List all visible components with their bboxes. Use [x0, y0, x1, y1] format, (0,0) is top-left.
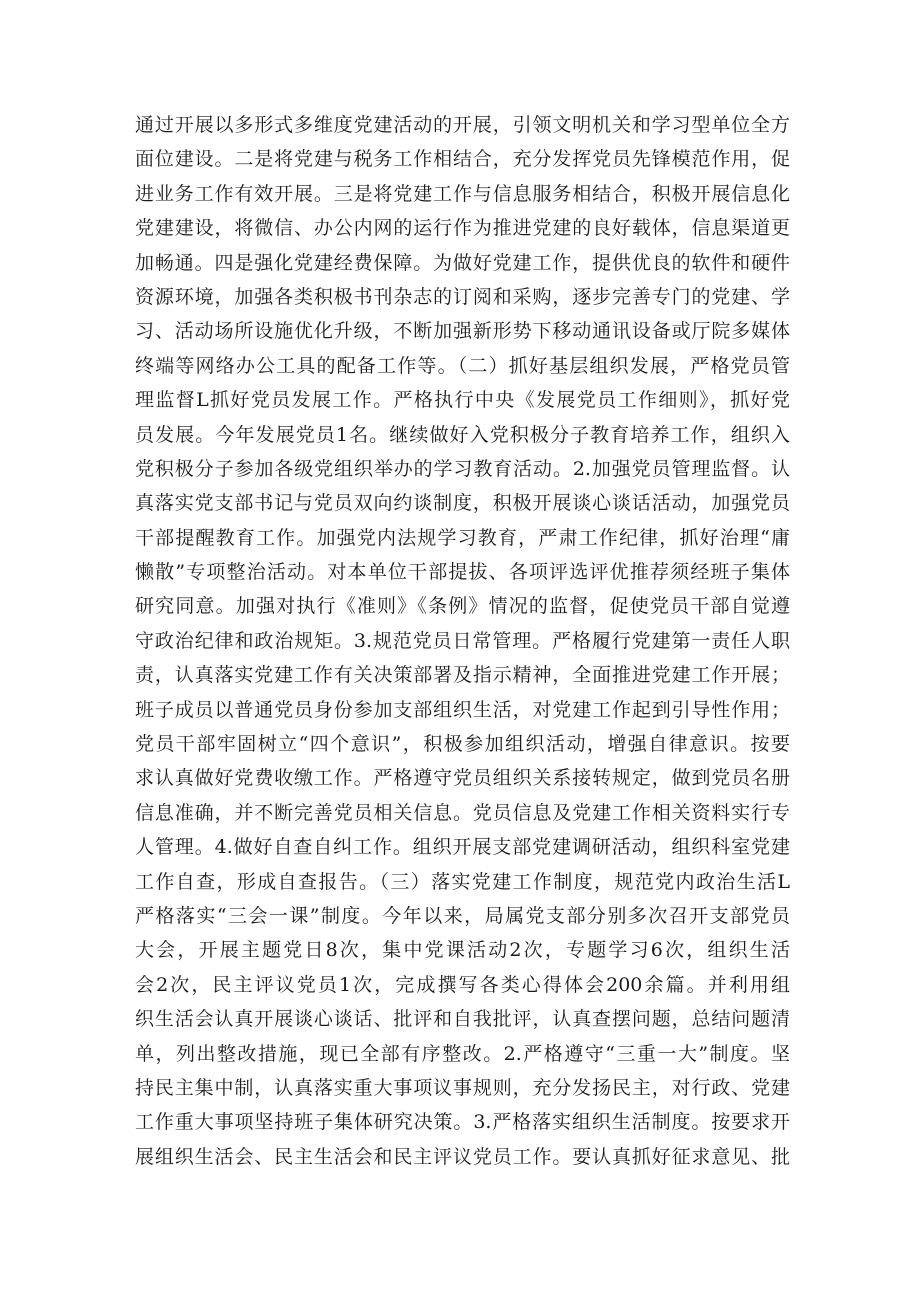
text-line: 进业务工作有效开展。三是将党建工作与信息服务相结合，积极开展信息化: [135, 182, 790, 205]
text-line: 班子成员以普通党员身份参加支部组织生活，对党建工作起到引导性作用；: [135, 698, 790, 721]
text-line: 面位建设。二是将党建与税务工作相结合，充分发挥党员先锋模范作用，促: [135, 148, 790, 171]
text-line: 真落实党支部书记与党员双向约谈制度，积极开展谈心谈话活动，加强党员: [135, 492, 790, 515]
text-line: 干部提醒教育工作。加强党内法规学习教育，严肃工作纪律，抓好治理“庸: [135, 526, 790, 549]
text-line: 会2次，民主评议党员1次，完成撰写各类心得体会200余篇。并利用组: [135, 973, 790, 996]
text-line: 理监督L抓好党员发展工作。严格执行中央《发展党员工作细则》，抓好党: [135, 389, 790, 412]
text-line: 懒散”专项整治活动。对本单位干部提拔、各项评选评优推荐须经班子集体: [135, 561, 790, 584]
text-line: 展组织生活会、民主生活会和民主评议党员工作。要认真抓好征求意见、批: [135, 1145, 790, 1168]
text-line: 加畅通。四是强化党建经费保障。为做好党建工作，提供优良的软件和硬件: [135, 251, 790, 274]
text-line: 严格落实“三会一课”制度。今年以来，局属党支部分别多次召开支部党员: [135, 904, 790, 927]
text-line: 单，列出整改措施，现已全部有序整改。2.严格遵守“三重一大”制度。坚: [135, 1042, 790, 1065]
text-line: 织生活会认真开展谈心谈话、批评和自我批评，认真查摆问题，总结问题清: [135, 1008, 790, 1031]
text-line: 责，认真落实党建工作有关决策部署及指示精神，全面推进党建工作开展；: [135, 664, 790, 687]
text-line: 人管理。4.做好自查自纠工作。组织开展支部党建调研活动，组织科室党建: [135, 836, 790, 859]
text-line: 党建建设，将微信、办公内网的运行作为推进党建的良好载体，信息渠道更: [135, 217, 790, 240]
text-line: 守政治纪律和政治规矩。3.规范党员日常管理。严格履行党建第一责任人职: [135, 629, 790, 652]
text-line: 求认真做好党费收缴工作。严格遵守党员组织关系接转规定，做到党员名册: [135, 767, 790, 790]
text-line: 大会，开展主题党日8次，集中党课活动2次，专题学习6次，组织生活: [135, 939, 790, 962]
text-line: 党员干部牢固树立“四个意识”，积极参加组织活动，增强自律意识。按要: [135, 733, 790, 756]
text-line: 党积极分子参加各级党组织举办的学习教育活动。2.加强党员管理监督。认: [135, 457, 790, 480]
text-line: 通过开展以多形式多维度党建活动的开展，引领文明机关和学习型单位全方: [135, 114, 790, 136]
text-line: 资源环境，加强各类积极书刊杂志的订阅和采购，逐步完善专门的党建、学: [135, 285, 790, 308]
text-line: 研究同意。加强对执行《准则》《条例》情况的监督，促使党员干部自觉遵: [135, 595, 790, 618]
text-line: 工作自查，形成自查报告。（三）落实党建工作制度，规范党内政治生活L: [135, 870, 790, 893]
text-line: 员发展。今年发展党员1名。继续做好入党积极分子教育培养工作，组织入: [135, 423, 790, 446]
document-body: [135, 108, 790, 1174]
text-line: 信息准确，并不断完善党员相关信息。党员信息及党建工作相关资料实行专: [135, 801, 790, 824]
text-line: 工作重大事项坚持班子集体研究决策。3.严格落实组织生活制度。按要求开: [135, 1111, 790, 1134]
text-line: 终端等网络办公工具的配备工作等。（二）抓好基层组织发展，严格党员管: [135, 354, 790, 377]
text-line: 习、活动场所设施优化升级，不断加强新形势下移动通讯设备或厅院多媒体: [135, 320, 790, 343]
text-line: 持民主集中制，认真落实重大事项议事规则，充分发扬民主，对行政、党建: [135, 1076, 790, 1099]
